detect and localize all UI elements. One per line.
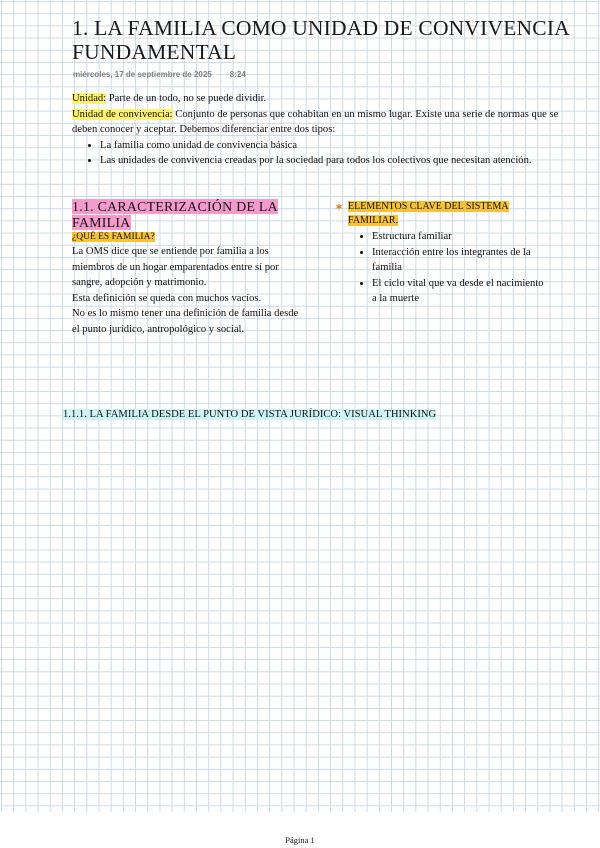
juridico-section-heading: [63, 408, 436, 422]
question-heading: [72, 230, 307, 244]
convivencia-definition: [72, 107, 572, 138]
intro-block: [72, 91, 572, 169]
unidad-text: Parte de un todo, no se puede dividir.: [106, 93, 267, 104]
star-icon: ✶: [334, 200, 345, 214]
list-item: • La familia como unidad de convivencia básica: [100, 138, 572, 154]
paragraph: Esta definición se queda con muchos vacíos.: [72, 292, 262, 304]
section-heading: [72, 199, 307, 230]
intro-list: [72, 138, 572, 169]
page-title: 1. LA FAMILIA COMO UNIDAD DE CONVIVENCIA FUNDAMENTAL: [72, 16, 569, 64]
paragraph: No es lo mismo tener una definición de familia desde el punto jurídico, antropológico y social.: [72, 308, 299, 335]
convivencia-term: Unidad de convivencia:: [72, 108, 173, 120]
page-number: Página 1: [285, 835, 315, 845]
question-text: ¿QUÉ ES FAMILIA?: [72, 232, 155, 242]
note-date: miércoles, 17 de septiembre de 2025: [73, 70, 212, 79]
list-item: • Estructura familiar: [372, 229, 544, 245]
heading-text: ELEMENTOS CLAVE DEL SISTEMA FAMILIAR.: [348, 201, 509, 226]
heading-text: 1.1. CARACTERIZACIÓN DE LA FAMILIA: [72, 199, 278, 230]
list-item: • Interacción entre los integrantes de la familia: [372, 245, 544, 276]
elementos-clave-column: [334, 200, 544, 307]
unidad-term: Unidad:: [72, 93, 107, 104]
list-item: • Las unidades de convivencia creadas por la sociedad para todos los colectivos que necesitan atención.: [100, 153, 572, 169]
heading-text: 1.1.1. LA FAMILIA DESDE EL PUNTO DE VISTA JURÍDICO: VISUAL THINKING: [63, 409, 437, 420]
elementos-heading-row: [334, 200, 544, 227]
convivencia-text: Conjunto de personas que cohabitan en un mismo lugar. Existe una serie de normas que se deben conocer y aceptar. Debemos diferenciar entre dos tipos:: [72, 108, 559, 135]
paragraph: La OMS dice que se entiende por familia a los miembros de un hogar emparentados entre sí por sangre, adopción y matrimonio.: [72, 246, 279, 288]
unidad-definition: [72, 91, 572, 107]
list-item: • El ciclo vital que va desde el nacimiento a la muerte: [372, 276, 544, 307]
note-metadata: [73, 70, 246, 79]
elementos-list: [334, 229, 544, 307]
note-time: 8:24: [229, 70, 246, 79]
section-heading: [348, 200, 538, 227]
caracterizacion-column: [72, 199, 307, 337]
